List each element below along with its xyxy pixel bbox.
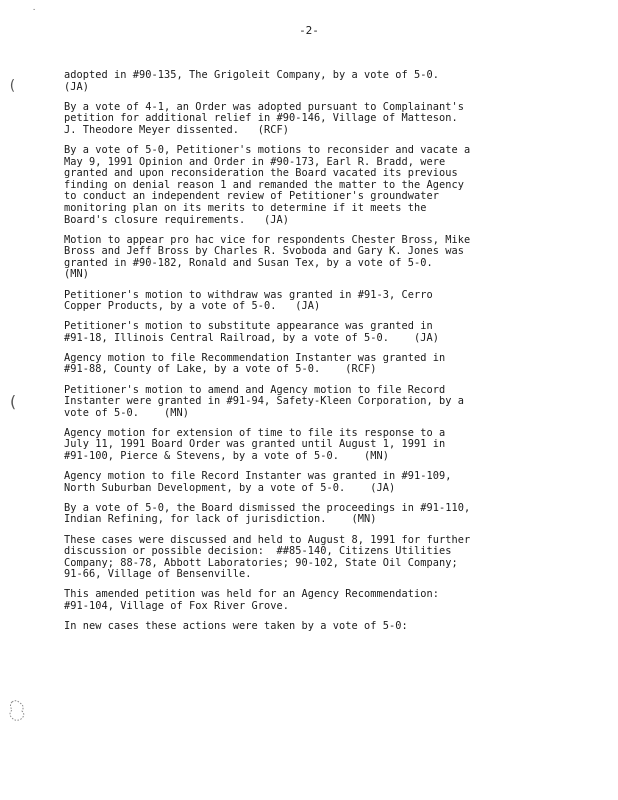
paragraph: These cases were discussed and held to August 8, 1991 for further discussion or possible decision: ##85-140, Citizens Utilities Company; 88-78, Abbott Laboratories; 90-102, State Oil Company; 91-66, Village of Bensenville.	[64, 533, 471, 581]
margin-bracket-mark: (	[8, 78, 17, 94]
scan-speck: ·	[32, 6, 37, 14]
paragraph: Motion to appear pro hac vice for respondents Chester Bross, Mike Bross and Jeff Bross by Charles R. Svoboda and Gary K. Jones was granted in #90-182, Ronald and Susan Tex, by a vote of 5-0. (MN)	[64, 233, 471, 281]
paragraph: Agency motion to file Record Instanter was granted in #91-109, North Suburban Development, by a vote of 5-0. (JA)	[64, 470, 452, 494]
page-number: -2-	[299, 24, 319, 37]
paragraph: By a vote of 4-1, an Order was adopted pursuant to Complainant's petition for additional relief in #90-146, Village of Matteson. J. Theodore Meyer dissented. (RCF)	[64, 100, 464, 136]
paragraph: Petitioner's motion to amend and Agency motion to file Record Instanter were granted in #91-94, Safety-Kleen Corporation, by a vote of 5-0. (MN)	[64, 383, 464, 419]
paragraph: Agency motion for extension of time to file its response to a July 11, 1991 Board Order was granted until August 1, 1991 in #91-100, Pierce & Stevens, by a vote of 5-0. (MN)	[64, 426, 446, 463]
minutes-body	[64, 70, 554, 641]
paragraph: Petitioner's motion to substitute appearance was granted in #91-18, Illinois Central Railroad, by a vote of 5-0. (JA)	[64, 320, 439, 344]
paragraph: Petitioner's motion to withdraw was granted in #91-3, Cerro Copper Products, by a vote of 5-0. (JA)	[64, 288, 433, 313]
scan-smudge-icon	[6, 698, 30, 724]
paragraph: adopted in #90-135, The Grigoleit Company, by a vote of 5-0. (JA)	[64, 69, 439, 93]
paragraph: Agency motion to file Recommendation Instanter was granted in #91-88, County of Lake, by a vote of 5-0. (RCF)	[64, 351, 446, 376]
margin-bracket-mark: (	[8, 392, 18, 411]
paragraph: This amended petition was held for an Agency Recommendation: #91-104, Village of Fox River Grove.	[64, 588, 439, 612]
paragraph: By a vote of 5-0, Petitioner's motions to reconsider and vacate a May 9, 1991 Opinion and Order in #90-173, Earl R. Bradd, were granted and upon reconsideration the Board vacated its previous finding on denial reason 1 and remanded the matter to the Agency to conduct an independent review of Petitioner's groundwater monitoring plan on its merits to determine if it meets the Board's closure requirements. (JA)	[64, 143, 471, 226]
paragraph: By a vote of 5-0, the Board dismissed the proceedings in #91-110, Indian Refining, for lack of jurisdiction. (MN)	[64, 501, 471, 526]
paragraph: In new cases these actions were taken by a vote of 5-0:	[64, 620, 408, 633]
